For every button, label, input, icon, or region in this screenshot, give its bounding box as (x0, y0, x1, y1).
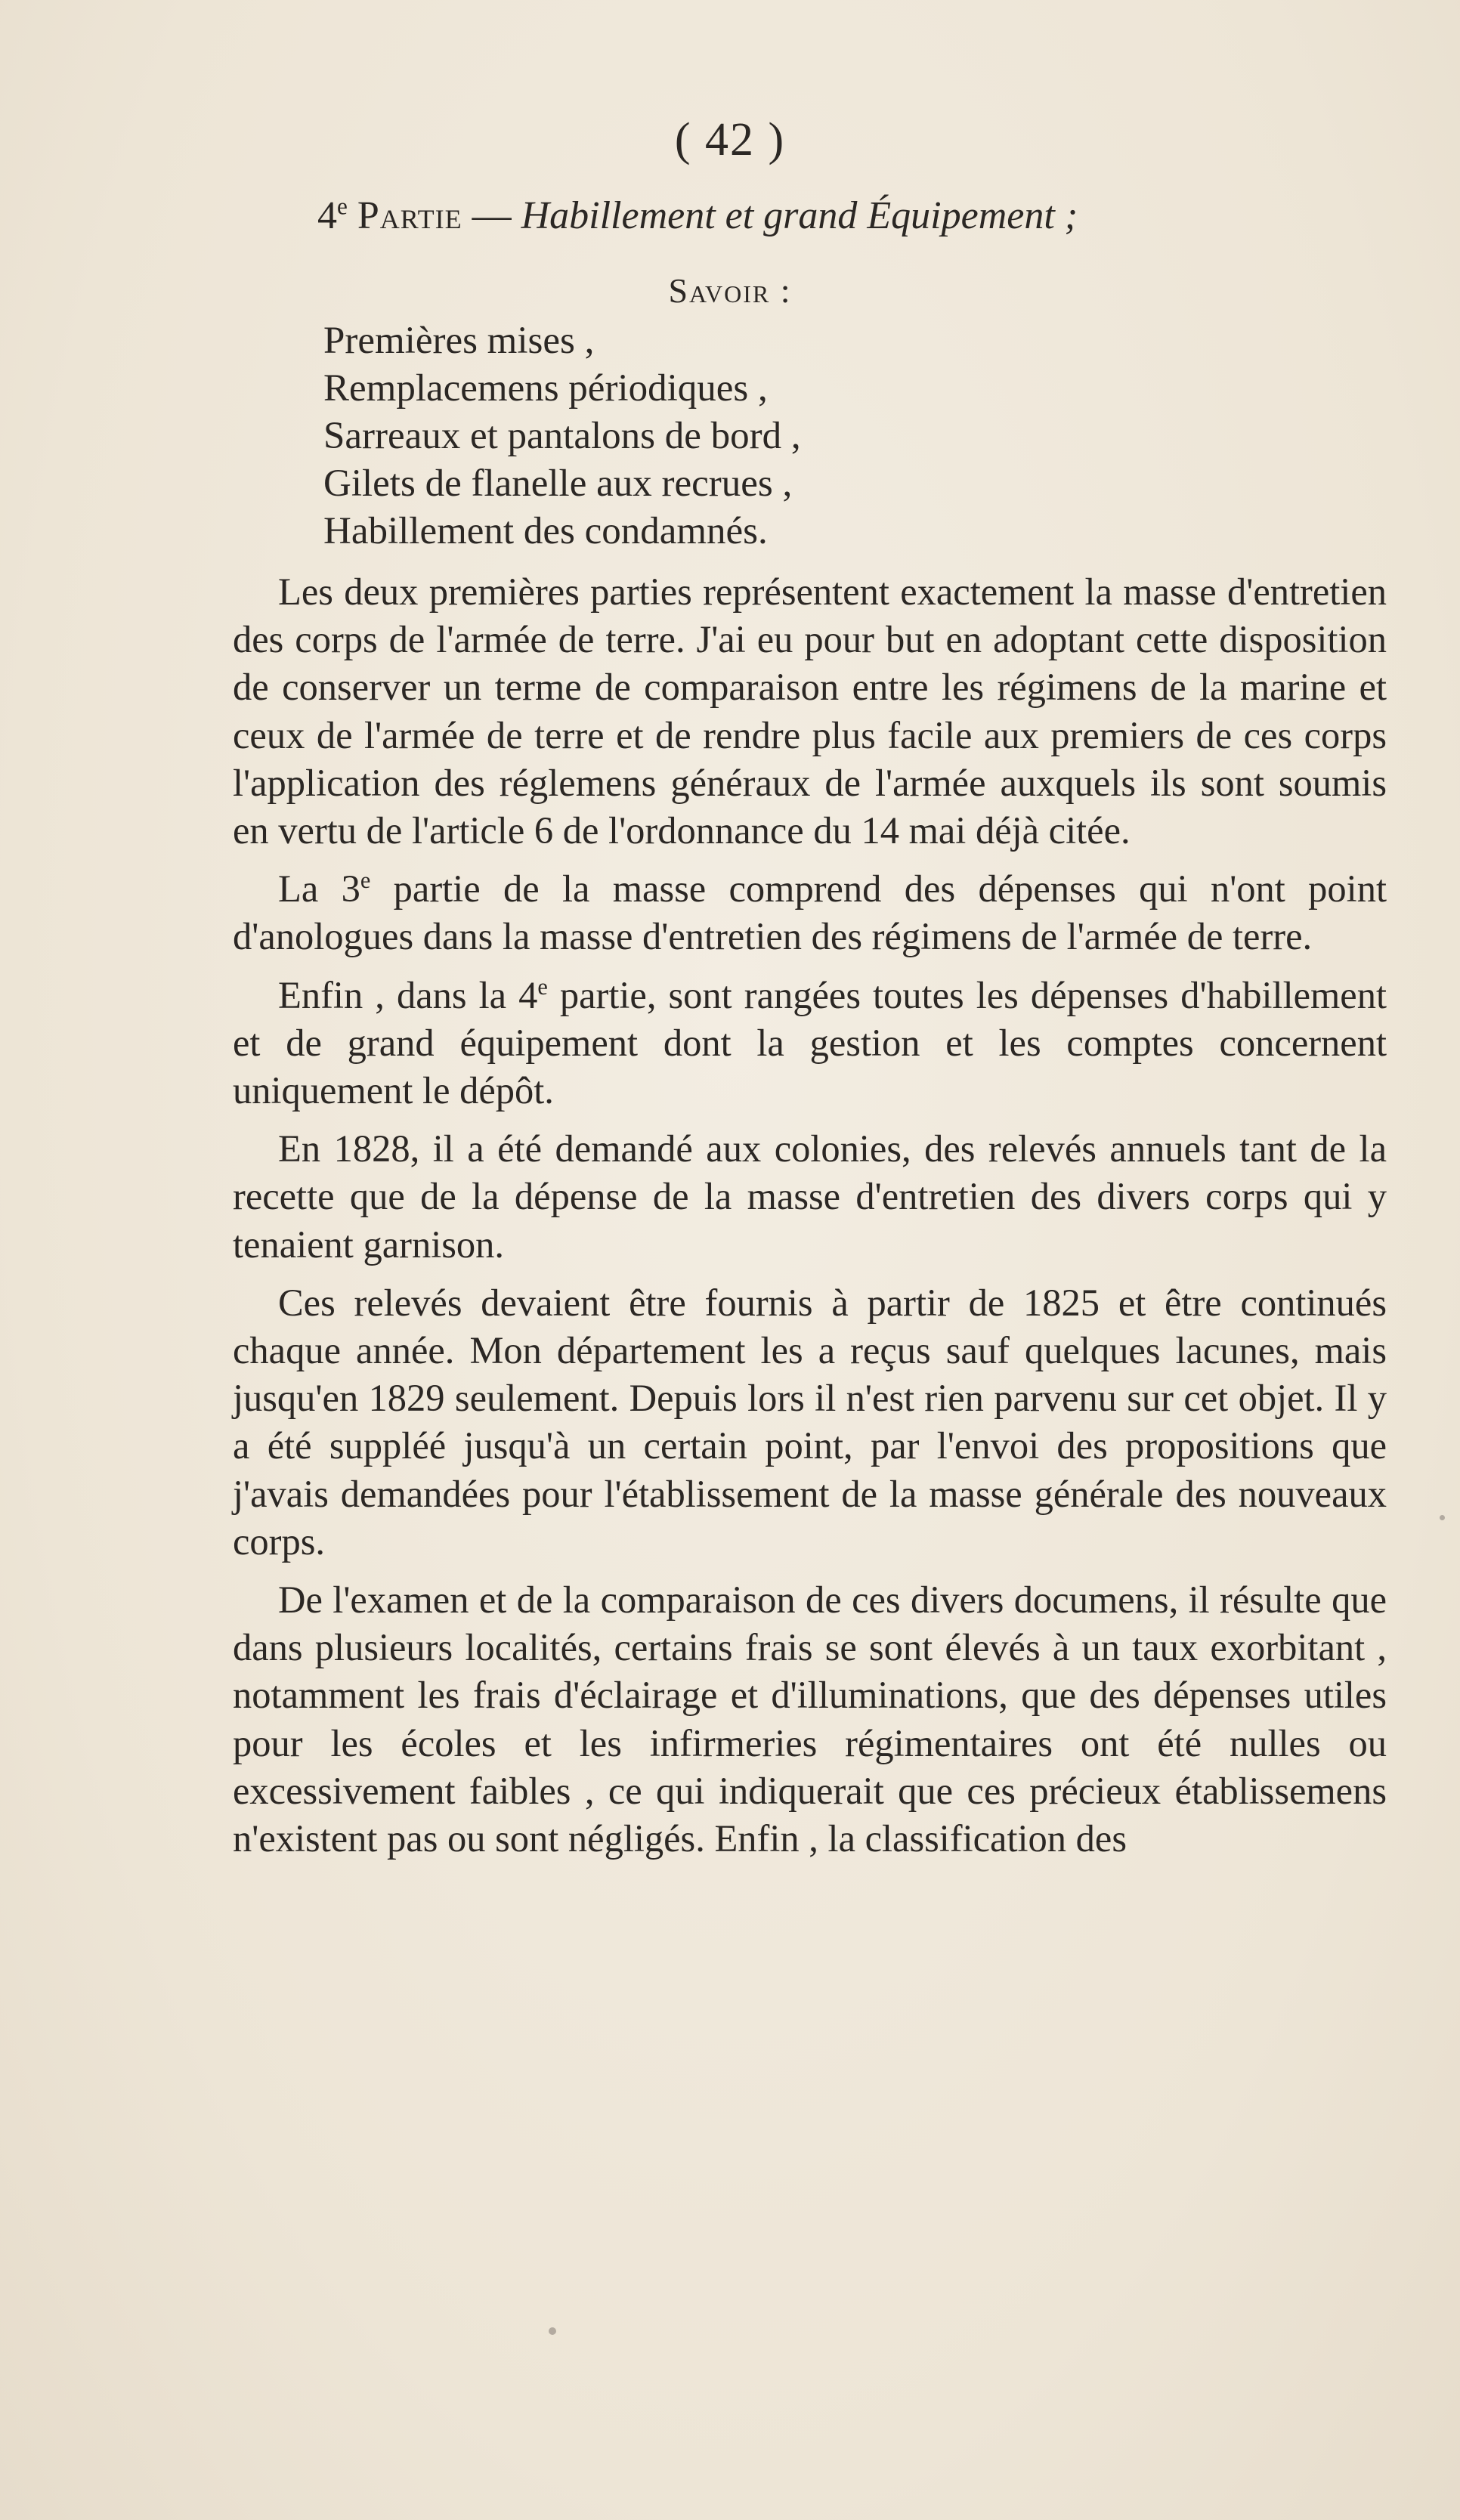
paper-speck (549, 2327, 556, 2335)
part-label: Partie (357, 194, 462, 237)
part-superscript: e (337, 193, 348, 220)
paragraph-2: La 3e partie de la masse comprend des dépenses qui n'ont point d'anologues dans la masse d'entretien des régimens de l'armée de terre. (233, 867, 1387, 958)
paper-speck (1440, 1515, 1445, 1520)
section-heading (317, 193, 1300, 238)
savoir-label: Savoir : (668, 271, 792, 310)
part-number: 4 (317, 194, 337, 237)
page-number: ( 42 ) (674, 114, 786, 165)
list-item: Habillement des condamnés. (323, 510, 768, 552)
heading-subject: Habillement et grand Équipement ; (521, 194, 1078, 237)
paragraph-4: En 1828, il a été demandé aux colonies, des relevés annuels tant de la recette que de la dépense de la masse d'entretien des divers corps qui y tenaient garnison. (233, 1127, 1387, 1266)
list-item: Premières mises , (323, 320, 595, 362)
list-item: Gilets de flanelle aux recrues , (323, 462, 793, 505)
list-item: Sarreaux et pantalons de bord , (323, 415, 801, 457)
paragraph-5: Ces relevés devaient être fournis à partir de 1825 et être continués chaque année. Mon département les a reçus sauf quelques lacunes, mais jusqu'en 1829 seulement. Depuis lors il n'est rien parvenu sur cet objet. Il y a été suppléé jusqu'à un certain point, par l'envoi des propositions que j'avais demandées pour l'établissement de la masse générale des nouveaux corps. (233, 1281, 1387, 1563)
list-item: Remplacemens périodiques , (323, 367, 768, 410)
paragraph-6: De l'examen et de la comparaison de ces divers documens, il résulte que dans plusieurs localités, certains frais se sont élevés à un taux exorbitant , notamment les frais d'éclairage et d'illuminations, que des dépenses utiles pour les écoles et les infirmeries régimentaires ont été nulles ou excessivement faibles , ce qui indiquerait que ces précieux établissemens n'existent pas ou sont négligés. Enfin , la classification des (233, 1578, 1387, 1860)
body-text (233, 568, 1387, 1863)
heading-dash: — (472, 194, 512, 237)
paragraph-3: Enfin , dans la 4e partie, sont rangées toutes les dépenses d'habillement et de grand équipement dont la gestion et les comptes concernent uniquement le dépôt. (233, 973, 1387, 1112)
expense-list (323, 317, 801, 555)
paragraph-1: Les deux premières parties représentent exactement la masse d'entretien des corps de l'armée de terre. J'ai eu pour but en adoptant cette disposition de conserver un terme de comparaison entre les régimens de la marine et ceux de l'armée de terre et de rendre plus facile aux premiers de ces corps l'application des réglemens généraux de l'armée auxquels ils sont soumis en vertu de l'article 6 de l'ordonnance du 14 mai déjà citée. (233, 570, 1387, 852)
